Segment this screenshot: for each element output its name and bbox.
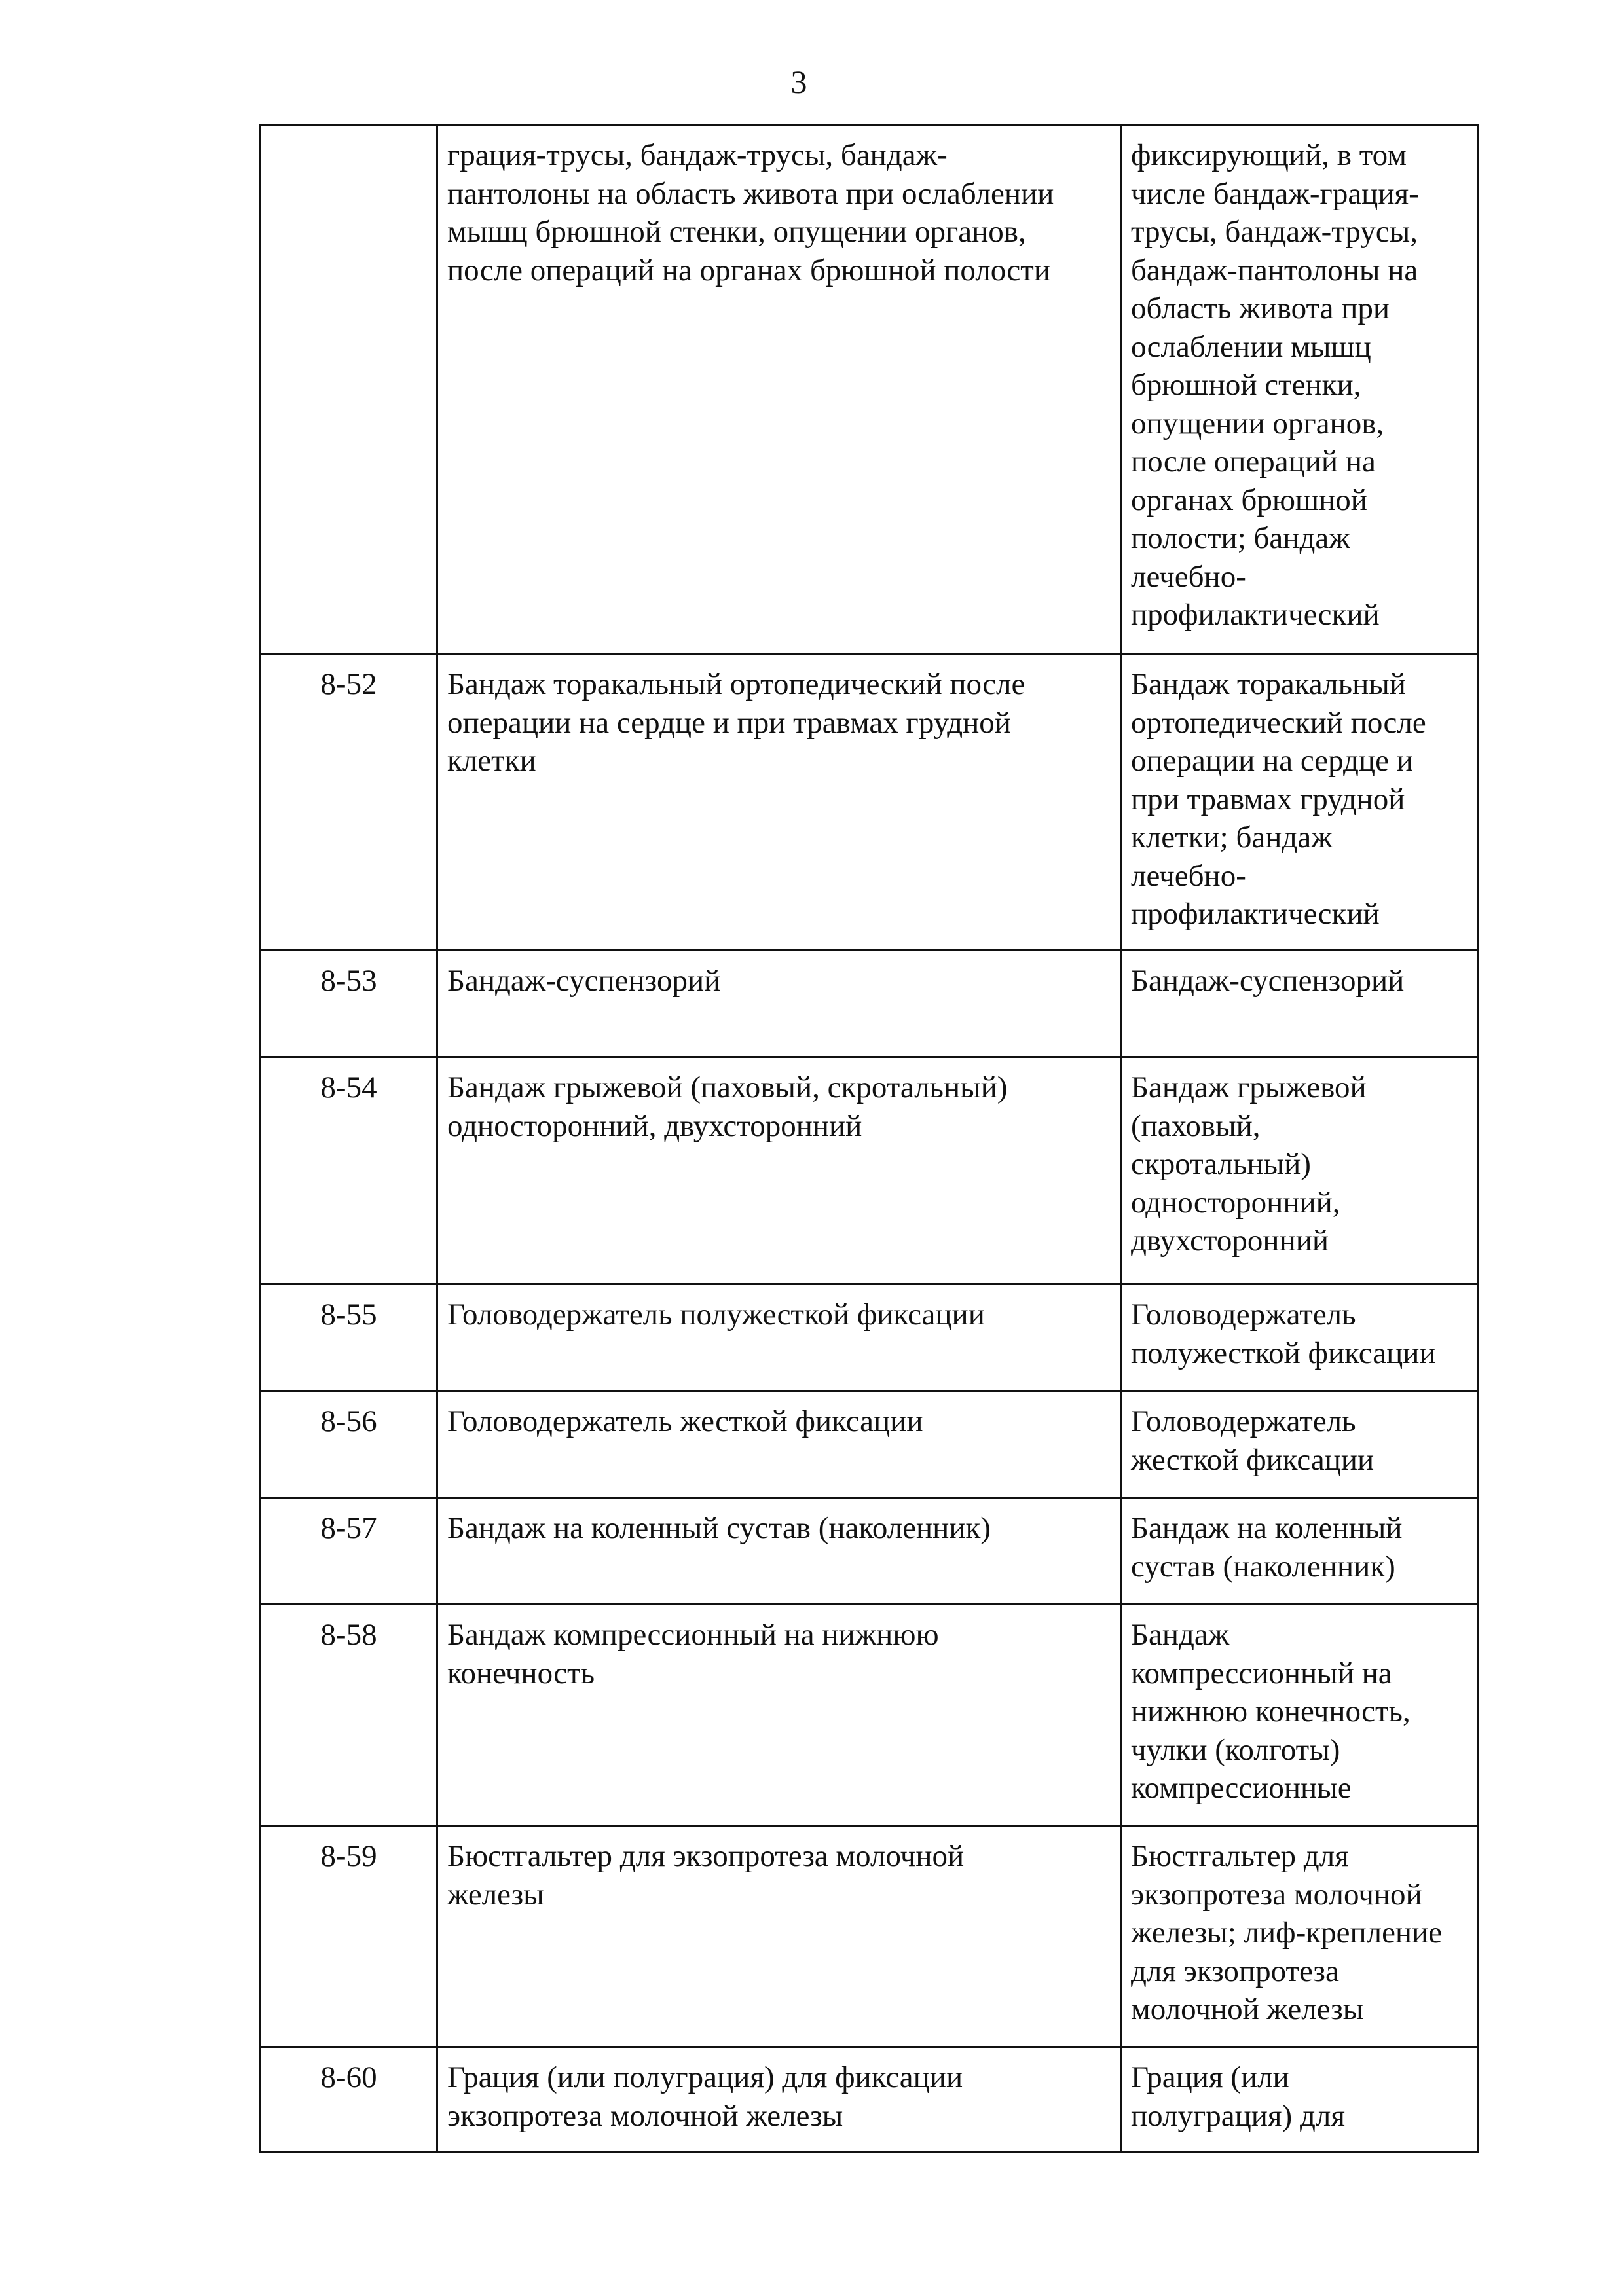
row-code-cell [261,1391,437,1498]
row-code: 8-54 [320,1070,377,1104]
row-type: Бюстгальтер для экзопротеза молочной железы; лиф-крепление для экзопротеза молочной железы [1131,1839,1443,2026]
row-name-cell [437,1605,1121,1826]
row-type-cell [1121,1826,1479,2047]
row-type: Бандаж компрессионный на нижнюю конечность, чулки (колготы) компрессионные [1131,1618,1411,1805]
row-type-cell [1121,1285,1479,1391]
table-row [261,1285,1479,1391]
row-type-cell [1121,1057,1479,1285]
row-name: грация-трусы, бандаж-трусы, бандаж- пантолоны на область живота при ослаблении мышц брюшной стенки, опущении органов, после операций на органах брюшной полости [447,138,1054,287]
table-row [261,951,1479,1057]
table-row [261,654,1479,951]
row-name: Грация (или полуграция) для фиксации экзопротеза молочной железы [447,2060,963,2133]
row-name: Бандаж-суспензорий [447,964,721,998]
row-type: Головодержатель жесткой фиксации [1131,1404,1375,1477]
row-name-cell [437,1285,1121,1391]
row-type: Бандаж торакальный ортопедический после операции на сердце и при травмах грудной клетки; бандаж лечебно- профилактический [1131,667,1426,931]
row-code-cell [261,654,437,951]
row-code: 8-52 [320,667,377,701]
row-name-cell [437,1826,1121,2047]
table-row [261,1391,1479,1498]
row-type: Головодержатель полужесткой фиксации [1131,1298,1436,1370]
row-code-cell [261,951,437,1057]
row-name: Бандаж компрессионный на нижнюю конечность [447,1618,939,1690]
row-type-cell [1121,654,1479,951]
row-name-cell [437,2047,1121,2152]
row-name: Бандаж на коленный сустав (наколенник) [447,1511,991,1545]
page-number: 3 [790,64,807,100]
table-row [261,1057,1479,1285]
row-type-cell [1121,125,1479,654]
row-type: фиксирующий, в том числе бандаж-грация- трусы, бандаж-трусы, бандаж-пантолоны на область живота при ослаблении мышц брюшной стенки, опущении органов, после операций на органах брюшной полости; бандаж лечебно- профилактический [1131,138,1419,632]
row-code: 8-60 [320,2060,377,2094]
row-code-cell [261,2047,437,2152]
row-name-cell [437,654,1121,951]
row-code-cell [261,1057,437,1285]
row-code: 8-53 [320,964,377,998]
table-row [261,1826,1479,2047]
table-row [261,2047,1479,2152]
row-code-cell [261,1498,437,1605]
row-type-cell [1121,1605,1479,1826]
row-type: Бандаж на коленный сустав (наколенник) [1131,1511,1403,1584]
row-code: 8-58 [320,1618,377,1652]
row-type: Бандаж грыжевой (паховый, скротальный) односторонний, двухсторонний [1131,1070,1367,1258]
row-name: Бандаж грыжевой (паховый, скротальный) односторонний, двухсторонний [447,1070,1008,1143]
row-type: Бандаж-суспензорий [1131,964,1405,998]
row-name-cell [437,1057,1121,1285]
row-type: Грация (или полуграция) для [1131,2060,1345,2133]
row-code: 8-59 [320,1839,377,1873]
row-code: 8-57 [320,1511,377,1545]
row-name-cell [437,1391,1121,1498]
row-name-cell [437,951,1121,1057]
row-type-cell [1121,1391,1479,1498]
row-code: 8-55 [320,1298,377,1332]
row-type-cell [1121,1498,1479,1605]
row-code: 8-56 [320,1404,377,1438]
row-name: Головодержатель полужесткой фиксации [447,1298,985,1332]
row-name-cell [437,125,1121,654]
row-type-cell [1121,951,1479,1057]
row-code-cell [261,1605,437,1826]
table-row [261,1498,1479,1605]
row-code-cell [261,1285,437,1391]
row-name-cell [437,1498,1121,1605]
row-name: Головодержатель жесткой фиксации [447,1404,923,1438]
document-table [259,124,1479,2153]
row-code-cell [261,1826,437,2047]
table-row [261,125,1479,654]
row-code-cell [261,125,437,654]
row-type-cell [1121,2047,1479,2152]
table-row [261,1605,1479,1826]
row-name: Бандаж торакальный ортопедический после операции на сердце и при травмах грудной клетки [447,667,1025,778]
row-name: Бюстгальтер для экзопротеза молочной железы [447,1839,965,1912]
